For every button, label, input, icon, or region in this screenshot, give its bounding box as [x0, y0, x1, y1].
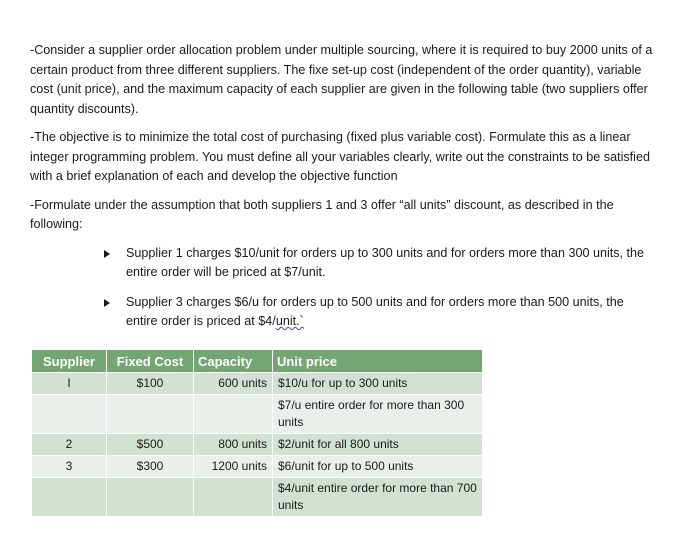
table-row: [32, 434, 483, 456]
document-body: [30, 41, 660, 342]
cell-supplier: [32, 395, 107, 434]
bullet-supplier-3: [101, 293, 651, 332]
cell-unit-price: $7/u entire order for more than 300 units: [273, 395, 483, 434]
table-header-row: [32, 350, 483, 373]
header-capacity: Capacity: [194, 350, 273, 373]
bullet-arrow-icon: [104, 250, 110, 258]
cell-unit-price: $10/u for up to 300 units: [273, 373, 483, 395]
table-row: [32, 478, 483, 517]
bullet-arrow-icon: [104, 299, 110, 307]
cell-unit-price: $2/unit for all 800 units: [273, 434, 483, 456]
supplier-table: [31, 349, 483, 517]
header-fixed-cost: Fixed Cost: [107, 350, 194, 373]
table-row: [32, 373, 483, 395]
header-supplier: Supplier: [32, 350, 107, 373]
cell-capacity: 600 units: [194, 373, 273, 395]
bullet-supplier-1: [101, 244, 651, 283]
cell-fixed-cost: $500: [107, 434, 194, 456]
cell-unit-price: $6/unit for up to 500 units: [273, 456, 483, 478]
cell-supplier: 2: [32, 434, 107, 456]
cell-capacity: 800 units: [194, 434, 273, 456]
table-row: [32, 456, 483, 478]
cell-fixed-cost: $100: [107, 373, 194, 395]
intro-paragraph: -Consider a supplier order allocation problem under multiple sourcing, where it is required to buy 2000 units of a certain product from three different suppliers. The fixe set-up cost (independent of the order quantity), variable cost (unit price), and the maximum capacity of each supplier are given in the following table (two suppliers offer quantity discounts).: [30, 43, 653, 116]
bullet-text: Supplier 3 charges $6/u for orders up to 500 units and for orders more than 500 units, the entire order is priced at $4/: [126, 294, 624, 328]
cell-supplier: [32, 478, 107, 517]
cell-capacity: 1200 units: [194, 456, 273, 478]
cell-supplier: 3: [32, 456, 107, 478]
spellcheck-flagged-text: unit.`: [275, 314, 304, 328]
assumption-paragraph: -Formulate under the assumption that both suppliers 1 and 3 offer “all units” discount, as described in the following:: [30, 197, 614, 231]
cell-fixed-cost: $300: [107, 456, 194, 478]
discount-bullet-list: [30, 244, 660, 332]
cell-fixed-cost: [107, 478, 194, 517]
objective-paragraph: -The objective is to minimize the total cost of purchasing (fixed plus variable cost). Formulate this as a linear integer programming problem. You must define all your variables clearly, write out the constraints to be satisfied with a brief explanation of each and develop the objective function: [30, 130, 650, 183]
cell-fixed-cost: [107, 395, 194, 434]
bullet-text: Supplier 1 charges $10/unit for orders up to 300 units and for orders more than 300 units, the entire order will be priced at $7/unit.: [126, 245, 645, 279]
cell-capacity: [194, 395, 273, 434]
cell-capacity: [194, 478, 273, 517]
header-unit-price: Unit price: [273, 350, 483, 373]
cell-unit-price: $4/unit entire order for more than 700 units: [273, 478, 483, 517]
table-row: [32, 395, 483, 434]
cell-supplier: I: [32, 373, 107, 395]
